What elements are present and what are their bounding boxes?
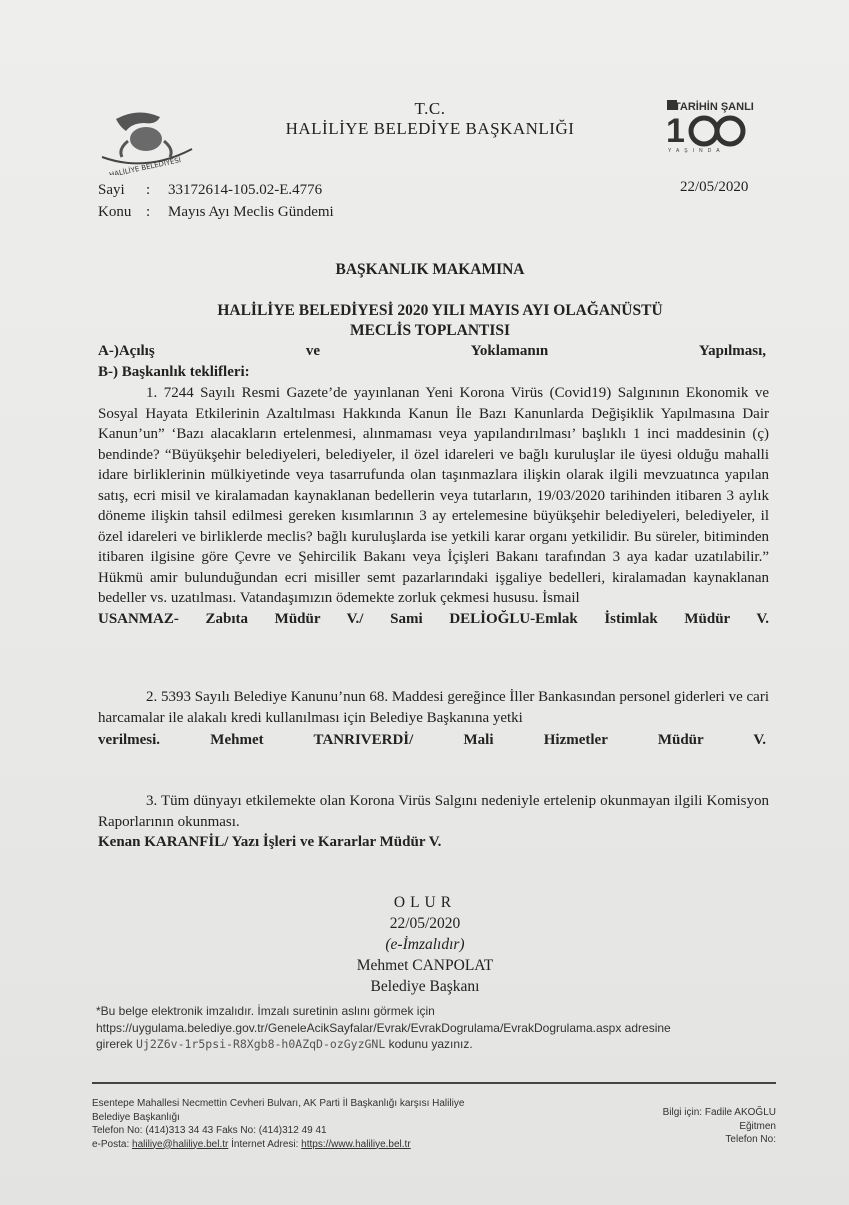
footer-office: Belediye Başkanlığı bbox=[92, 1111, 180, 1123]
sayi-colon: : bbox=[146, 182, 151, 198]
svg-text:1: 1 bbox=[666, 112, 685, 150]
logo-text: HALİLİYE BELEDİYESİ bbox=[108, 156, 182, 175]
footer-email-link[interactable]: haliliye@haliliye.bel.tr bbox=[132, 1138, 229, 1150]
footer-info-block bbox=[620, 1106, 776, 1147]
signatory-title: Belediye Başkanı bbox=[370, 978, 480, 995]
centenary-logo-text: TARİHİN ŞANLI bbox=[674, 101, 754, 113]
agenda-item-3-text: 3. Tüm dünyayı etkilemekte olan Korona Virüs Salgını nedeniyle ertelenip okunmayan ilgili Komisyon Raporlarının okunması. bbox=[98, 793, 769, 830]
footer-info-phone: Telefon No: bbox=[725, 1134, 776, 1145]
agenda-item-2 bbox=[98, 687, 769, 728]
agenda-item-1-responsible: USANMAZ- Zabıta Müdür V./ Sami DELİOĞLU-Emlak İstimlak Müdür V. bbox=[98, 610, 769, 627]
konu-colon: : bbox=[146, 204, 151, 220]
footer-info-contact: Bilgi için: Fadile AKOĞLU bbox=[662, 1107, 776, 1118]
centenary-logo bbox=[664, 96, 756, 158]
verification-url[interactable]: https://uygulama.belediye.gov.tr/GeneleAcikSayfalar/Evrak/EvrakDogrulama/EvrakDogrulama.aspx adresine bbox=[96, 1020, 671, 1035]
municipality-logo-icon bbox=[98, 105, 198, 175]
footer-divider bbox=[92, 1082, 776, 1084]
recipient: BAŞKANLIK MAKAMINA bbox=[335, 261, 525, 278]
header-country: T.C. bbox=[414, 99, 446, 118]
municipality-logo bbox=[98, 105, 198, 175]
agenda-item-2-text: 2. 5393 Sayılı Belediye Kanunu’nun 68. Maddesi gereğince İller Bankasından personel giderleri ve cari harcamalar ile alakalı kredi kullanılması için Belediye Başkanına yetki bbox=[98, 689, 769, 726]
svg-text:YAŞINDA: YAŞINDA bbox=[668, 148, 725, 154]
approval-block bbox=[300, 892, 550, 997]
agenda-item-1 bbox=[98, 383, 769, 629]
footer-address: Esentepe Mahallesi Necmettin Cevheri Bulvarı, AK Parti İl Başkanlığı karşısı Haliliye bbox=[92, 1098, 465, 1109]
konu-label: Konu bbox=[98, 204, 132, 220]
centenary-logo-icon bbox=[664, 96, 756, 158]
document-date: 22/05/2020 bbox=[680, 179, 749, 195]
agenda-item-3 bbox=[98, 791, 769, 853]
footer-info-title: Eğitmen bbox=[739, 1120, 776, 1132]
footer-address-block bbox=[92, 1097, 552, 1151]
footer-contact: e-Posta: haliliye@haliliye.bel.tr İnternet Adresi: https://www.haliliye.bel.tr bbox=[92, 1138, 411, 1150]
meeting-title-line1: HALİLİYE BELEDİYESİ 2020 YILI MAYIS AYI OLAĞANÜSTÜ bbox=[217, 302, 663, 319]
approval-olur: OLUR bbox=[393, 894, 457, 911]
approval-signed-note: (e-İmzalıdır) bbox=[385, 936, 465, 953]
e-signature-note-line3: girerek Uj2Z6v-1r5psi-R8Xgb8-h0AZqD-ozGyzGNL kodunu yazınız. bbox=[96, 1037, 473, 1051]
sayi-label: Sayi bbox=[98, 182, 125, 198]
agenda-item-2-responsible: verilmesi. Mehmet TANRIVERDİ/ Mali Hizmetler Müdür V. bbox=[98, 732, 766, 748]
signatory-name: Mehmet CANPOLAT bbox=[356, 957, 494, 974]
agenda-item-1-text: 1. 7244 Sayılı Resmi Gazete’de yayınlanan Yeni Korona Virüs (Covid19) Salgınının Ekonomik ve Sosyal Hayata Etkilerinin Azaltılması Hakkında Kanun İle Bazı Kanunlarda Değişiklik Yapılmasına Dair Kanun’un” ‘Bazı alacakların ertelenmesi, alınmaması veya yapılandırılması’ başlıklı 1 inci maddesinin (ç) bendinde? “Büyükşehir belediyeleri, belediyeler, il özel idareleri ve bağlı kuruluşlar ile üyesi olduğu mahalli idare birliklerinin mülkiyetinde veya tasarrufunda olan taşınmazlara ilişkin olarak ilgili mevzuatınca yapılan satış, ecri misil ve kiralamadan kaynaklanan bedellerin veya tutarların, 19/03/2020 tarihinden itibaren 3 aylık döneme ilişkin tahsil edilmesi gereken kısımlarının 3 ay ertelemesine büyükşehir belediyeleri, belediyeler, il özel idareleri ve birliklerde meclis? bağlı kuruluşlarda ise yetkili karar organı yetkilidir. Bu süreler, bitiminden itibaren ilgisine göre Çevre ve Şehircilik Bakanı veya İçişleri Bakanı tarafından 3 aya kadar uzatılabilir.” Hükmü amir bulunduğundan ecri misiller semt pazarlarındaki işgaliye bedelleri, kiralamadan kaynaklanan bedeller vs. uzatılması. Vatandaşımızın ödemekte zorluk çekmesi hususu. İsmail bbox=[98, 385, 769, 606]
agenda-item-3-responsible: Kenan KARANFİL/ Yazı İşleri ve Kararlar Müdür V. bbox=[98, 834, 442, 850]
verification-code: Uj2Z6v-1r5psi-R8Xgb8-h0AZqD-ozGyzGNL bbox=[136, 1037, 386, 1051]
e-signature-note bbox=[96, 1003, 776, 1053]
footer-website-link[interactable]: https://www.haliliye.bel.tr bbox=[301, 1138, 411, 1150]
approval-date: 22/05/2020 bbox=[389, 915, 461, 932]
konu-value: Mayıs Ayı Meclis Gündemi bbox=[168, 204, 334, 220]
meeting-title-line2: MECLİS TOPLANTISI bbox=[349, 322, 511, 339]
e-signature-note-line1: *Bu belge elektronik imzalıdır. İmzalı suretinin aslını görmek için bbox=[96, 1004, 435, 1018]
footer-phone: Telefon No: (414)313 34 43 Faks No: (414)312 49 41 bbox=[92, 1125, 327, 1136]
header-institution: HALİLİYE BELEDİYE BAŞKANLIĞI bbox=[285, 119, 575, 138]
section-b: B-) Başkanlık teklifleri: bbox=[98, 364, 250, 380]
section-a: A-)Açılış ve Yoklamanın Yapılması, bbox=[98, 343, 766, 359]
sayi-value: 33172614-105.02-E.4776 bbox=[168, 182, 323, 198]
